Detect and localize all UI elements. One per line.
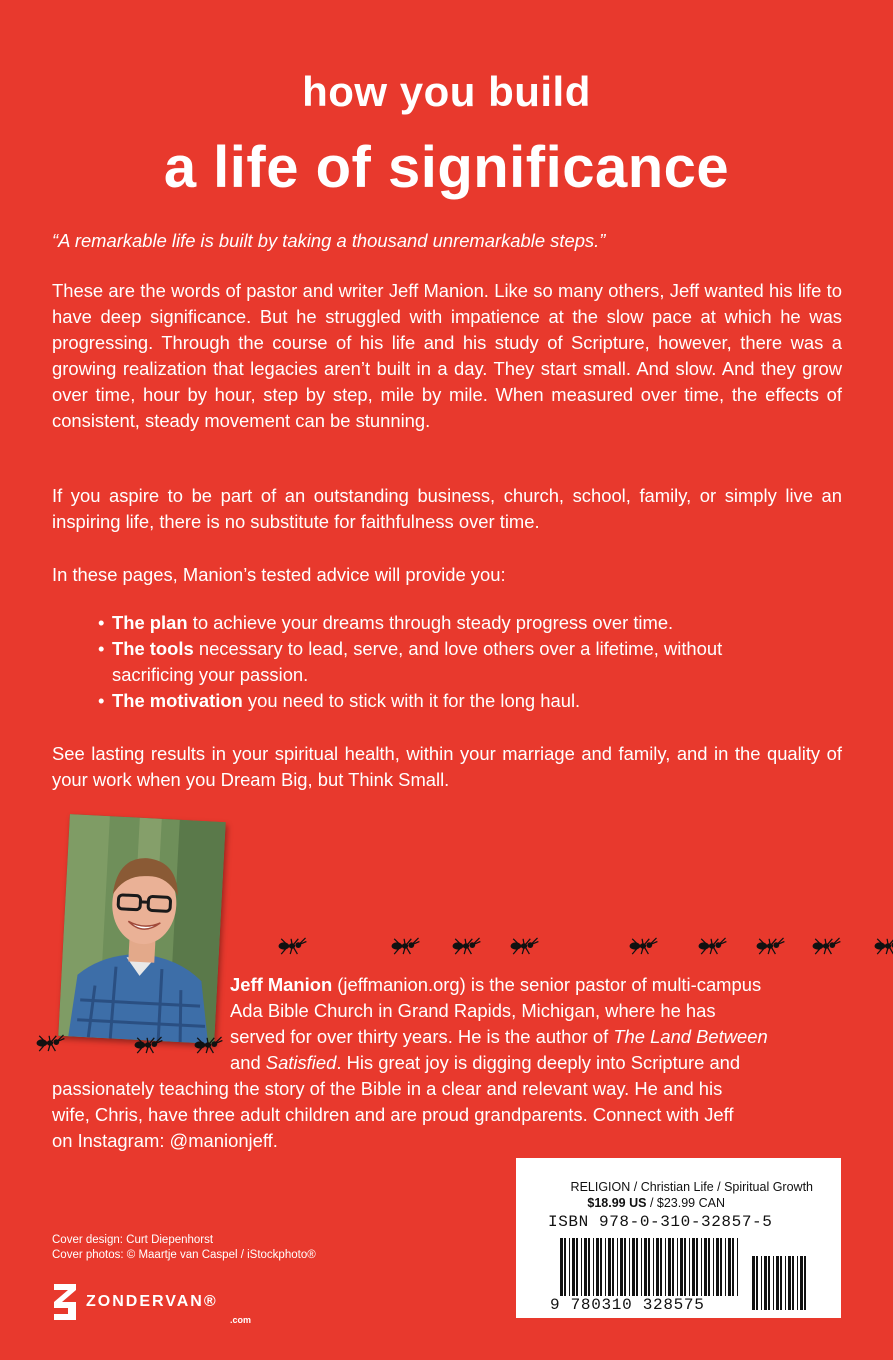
benefit-item-tools xyxy=(98,636,798,688)
barcode-bars xyxy=(516,1158,841,1318)
opening-quote: “A remarkable life is built by taking a thousand unremarkable steps.” xyxy=(52,230,606,251)
price-separator: / xyxy=(646,1196,657,1210)
barcode-bar xyxy=(713,1238,714,1296)
benefit-bold: The plan xyxy=(112,612,188,633)
barcode-bar xyxy=(732,1238,734,1296)
barcode-bar xyxy=(737,1238,738,1296)
barcode-bar xyxy=(797,1256,798,1310)
price-us: $18.99 US xyxy=(587,1196,647,1210)
zondervan-mark-icon xyxy=(52,1280,80,1324)
barcode-bar xyxy=(788,1256,791,1310)
barcode-bar xyxy=(776,1256,779,1310)
benefit-text: you need to stick with it for the long haul. xyxy=(242,690,581,711)
barcode-bar xyxy=(656,1238,659,1296)
description-paragraph-3: In these pages, Manion’s tested advice will provide you: xyxy=(52,564,506,585)
barcode-bar xyxy=(684,1238,686,1296)
barcode-bar xyxy=(692,1238,695,1296)
benefit-item-motivation xyxy=(98,688,798,714)
barcode-bar xyxy=(728,1238,731,1296)
barcode-bar xyxy=(564,1238,566,1296)
barcode-box xyxy=(516,1158,841,1318)
barcode-bar xyxy=(768,1256,770,1310)
barcode-bar xyxy=(636,1238,638,1296)
benefit-text: necessary to lead, serve, and love others over a lifetime, without sacrificing your passion. xyxy=(112,638,723,685)
barcode-bar xyxy=(624,1238,626,1296)
barcode-bar xyxy=(569,1238,570,1296)
bisac-category: RELIGION / Christian Life / Spiritual Growth xyxy=(570,1180,813,1194)
barcode-bar xyxy=(792,1256,794,1310)
barcode-bar xyxy=(785,1256,786,1310)
barcode-bar xyxy=(641,1238,642,1296)
bio-line-5: passionately teaching the story of the Bible in a clear and relevant way. He and his xyxy=(52,1078,723,1099)
barcode-bar xyxy=(629,1238,630,1296)
author-name: Jeff Manion xyxy=(230,974,333,995)
publisher-suffix: .com xyxy=(230,1315,252,1325)
publisher-logo xyxy=(52,1280,252,1329)
bio-line-3 xyxy=(230,1024,768,1050)
book-title-land-between: The Land Between xyxy=(613,1026,768,1047)
barcode-bar xyxy=(576,1238,578,1296)
benefit-item-plan xyxy=(98,610,798,636)
bio-text: (jeffmanion.org) is the senior pastor of multi-campus xyxy=(332,974,762,995)
cover-photo-credit: Cover photos: © Maartje van Caspel / iStockphoto® xyxy=(52,1249,316,1261)
barcode-bar xyxy=(572,1238,575,1296)
barcode-bar xyxy=(696,1238,698,1296)
barcode-bar xyxy=(560,1238,563,1296)
barcode-bar xyxy=(617,1238,618,1296)
book-title-satisfied: Satisfied xyxy=(265,1052,337,1073)
barcode-bar xyxy=(708,1238,710,1296)
author-photo xyxy=(58,814,225,1044)
cover-credits xyxy=(52,1233,316,1263)
barcode-bar xyxy=(605,1238,606,1296)
headline-line-1: how you build xyxy=(302,68,591,115)
bio-line-1 xyxy=(230,972,761,998)
bio-line-6: wife, Chris, have three adult children and are proud grandparents. Connect with Jeff xyxy=(52,1104,734,1125)
barcode-bar xyxy=(588,1238,590,1296)
barcode-bar xyxy=(608,1238,611,1296)
barcode-bar xyxy=(581,1238,582,1296)
barcode-bar xyxy=(720,1238,722,1296)
publisher-name: ZONDERVAN® xyxy=(86,1293,218,1310)
bio-text: served for over thirty years. He is the author of xyxy=(230,1026,614,1047)
barcode-bar xyxy=(593,1238,594,1296)
cover-design-credit: Cover design: Curt Diepenhorst xyxy=(52,1234,214,1246)
description-paragraph-2: If you aspire to be part of an outstanding business, church, school, family, or simply live an inspiring life, there is no substitute for faithfulness over time. xyxy=(52,485,842,532)
barcode-bar xyxy=(653,1238,654,1296)
headline-line-2: a life of significance xyxy=(163,135,730,200)
barcode-bar xyxy=(764,1256,767,1310)
barcode-bar xyxy=(672,1238,674,1296)
barcode-bar xyxy=(644,1238,647,1296)
barcode-bar xyxy=(756,1256,758,1310)
benefit-bold: The tools xyxy=(112,638,194,659)
barcode-bar xyxy=(677,1238,678,1296)
barcode-bar xyxy=(596,1238,599,1296)
description-paragraph-1: These are the words of pastor and writer Jeff Manion. Like so many others, Jeff wanted his life to have deep significance. But he struggled with impatience at the slow pace at which he was progressing. Through the course of his life and his study of Scripture, however, there was a growing realization that legacies aren’t built in a day. They start small. And slow. And they grow over time, hour by hour, step by step, mile by mile. When measured over time, the effects of consistent, steady movement can be stunning. xyxy=(52,280,842,431)
barcode-bar xyxy=(665,1238,666,1296)
bio-line-4 xyxy=(230,1050,740,1076)
barcode-bar xyxy=(689,1238,690,1296)
barcode-bar xyxy=(773,1256,774,1310)
bio-line-2: Ada Bible Church in Grand Rapids, Michigan, where he has xyxy=(230,1000,716,1021)
author-portrait-illustration xyxy=(58,814,225,1044)
barcode-bar xyxy=(725,1238,726,1296)
bio-text: and xyxy=(230,1052,266,1073)
barcode-bar xyxy=(648,1238,650,1296)
barcode-bar xyxy=(632,1238,635,1296)
barcode-bar xyxy=(780,1256,782,1310)
description-paragraph-4: See lasting results in your spiritual health, within your marriage and family, and in the quality of your work when you Dream Big, but Think Small. xyxy=(52,743,842,790)
barcode-bar xyxy=(612,1238,614,1296)
bio-line-7: on Instagram: @manionjeff. xyxy=(52,1130,278,1151)
barcode-bar xyxy=(704,1238,707,1296)
benefit-list xyxy=(98,610,798,714)
barcode-bar xyxy=(716,1238,719,1296)
benefit-bold: The motivation xyxy=(112,690,243,711)
barcode-bar xyxy=(800,1256,803,1310)
barcode-bar xyxy=(600,1238,602,1296)
barcode-bar xyxy=(701,1238,702,1296)
barcode-bar xyxy=(620,1238,623,1296)
bio-text: . His great joy is digging deeply into Scripture and xyxy=(336,1052,741,1073)
benefit-text: to achieve your dreams through steady progress over time. xyxy=(187,612,674,633)
barcode-bar xyxy=(680,1238,683,1296)
price-can: $23.99 CAN xyxy=(656,1196,725,1210)
isbn-text: ISBN 978-0-310-32857-5 xyxy=(548,1213,773,1231)
barcode-digits: 9 780310 328575 xyxy=(550,1296,705,1314)
barcode-bar xyxy=(668,1238,671,1296)
barcode-bar xyxy=(660,1238,662,1296)
barcode-bar xyxy=(752,1256,755,1310)
barcode-bar xyxy=(804,1256,806,1310)
barcode-bar xyxy=(761,1256,762,1310)
barcode-bar xyxy=(584,1238,587,1296)
